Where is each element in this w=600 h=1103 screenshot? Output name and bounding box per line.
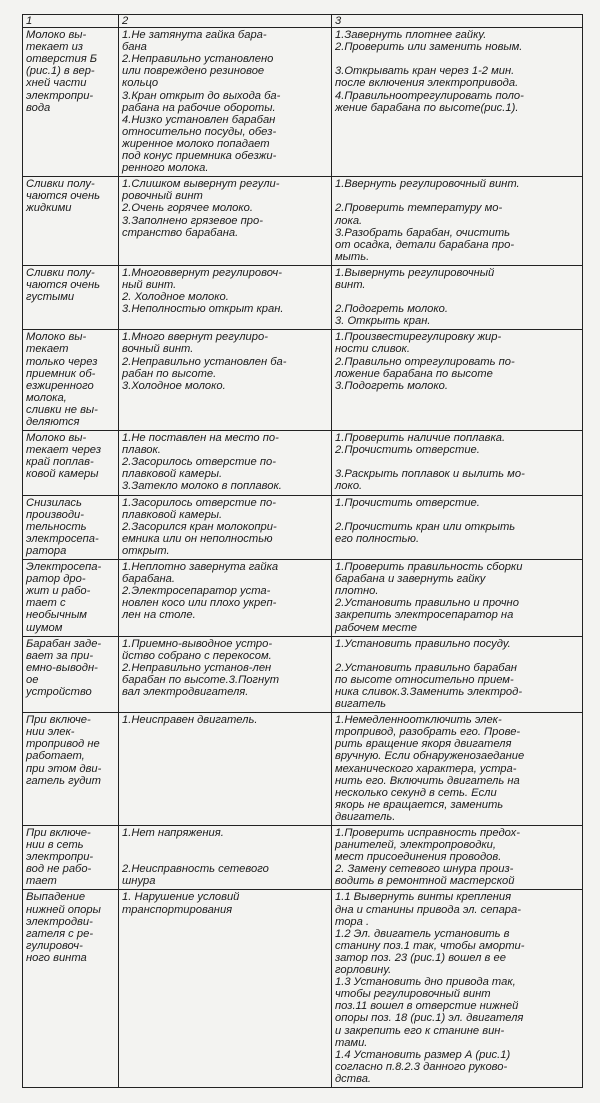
table-row (23, 431, 583, 495)
header-row (23, 15, 583, 28)
table-row (23, 265, 583, 329)
problem-cell: Молоко вы- текает из отверстия Б (рис.1) в вер- хней части электропри- вода (23, 28, 119, 177)
problem-cell: Сливки полу- чаются очень густыми (23, 265, 119, 329)
remedy-cell: 1.Проверить наличие поплавка. 2.Прочистить отверстие. 3.Раскрыть поплавок и вылить мо- локо. (332, 431, 583, 495)
cause-cell: 1. Нарушение условий транспортирования (119, 890, 332, 1088)
problem-cell: Сливки полу- чаются очень жидкими (23, 177, 119, 266)
table-row (23, 177, 583, 266)
cause-cell: 1.Многоввернут регулировоч- ный винт. 2. Холодное молоко. 3.Неполностью открыт кран. (119, 265, 332, 329)
problem-cell: Молоко вы- текает только через приемник об- езжиренного молока, сливки не вы- деляются (23, 330, 119, 431)
cause-cell: 1.Неплотно завернута гайка барабана. 2.Электросепаратор уста- новлен косо или плохо укреп- лен на столе. (119, 560, 332, 637)
remedy-cell: 1.Ввернуть регулировочный винт. 2.Проверить температуру мо- лока. 3.Разобрать барабан, очистить от осадка, детали барабана про- мыть. (332, 177, 583, 266)
table-row (23, 495, 583, 559)
problem-cell: При включе- нии в сеть электропри- вод не рабо- тает (23, 826, 119, 890)
problem-cell: Молоко вы- текает через край поплав- ковой камеры (23, 431, 119, 495)
remedy-cell: 1.Прочистить отверстие. 2.Прочистить кран или открыть его полностью. (332, 495, 583, 559)
table-row (23, 330, 583, 431)
table-row (23, 28, 583, 177)
remedy-cell: 1.Проверить правильность сборки барабана и завернуть гайку плотно. 2.Установить правильно и прочно закрепить электросепаратор на рабочем месте (332, 560, 583, 637)
table-body (23, 15, 583, 1088)
table-row (23, 890, 583, 1088)
table-row (23, 636, 583, 713)
cause-cell: 1.Приемно-выводное устро- йство собрано с перекосом. 2.Неправильно установ-лен барабан по высоте.3.Погнут вал электродвигателя. (119, 636, 332, 713)
problem-cell: Выпадение нижней опоры электродви- гателя с ре- гулировоч- ного винта (23, 890, 119, 1088)
remedy-cell: 1.Произвестирегулировку жир- ности сливок. 2.Правильно отрегулировать по- ложение барабана по высоте 3.Подогреть молоко. (332, 330, 583, 431)
cause-cell: 1.Нет напряжения. 2.Неисправность сетевого шнура (119, 826, 332, 890)
problem-cell: Электросепа- ратор дро- жит и рабо- тает с необычным шумом (23, 560, 119, 637)
problem-cell: Снизилась производи- тельность электросепа- ратора (23, 495, 119, 559)
table-row (23, 713, 583, 826)
cause-cell: 1.Не затянута гайка бара- бана 2.Неправильно установлено или повреждено резиновое кольцо 3.Кран открыт до выхода ба- рабана на рабочие обороты. 4.Низко установлен барабан относительно посуды, обез- жиренное молоко попадает под конус приемника обезжи- ренного молока. (119, 28, 332, 177)
table-row (23, 826, 583, 890)
remedy-cell: 1.Установить правильно посуду. 2.Установить правильно барабан по высоте относительно прием- ника сливок.3.Заменить электрод- вигатель (332, 636, 583, 713)
remedy-cell: 1.Немедленноотключить элек- тропривод, разобрать его. Прове- рить вращение якоря двигателя вручную. Если обнаруженозаедание механического характера, устра- нить его. Включить двигатель на несколько секунд в сеть. Если якорь не вращается, заменить двигатель. (332, 713, 583, 826)
table-row (23, 560, 583, 637)
cause-cell: 1.Слишком вывернут регули- ровочный винт 2.Очень горячее молоко. 3.Заполнено грязевое про- странство барабана. (119, 177, 332, 266)
cause-cell: 1.Неисправен двигатель. (119, 713, 332, 826)
remedy-cell: 1.Проверить исправность предох- ранителей, электропроводки, мест присоединения проводов. 2. Замену сетевого шнура произ- водить в ремонтной мастерской (332, 826, 583, 890)
problem-cell: Барабан заде- вает за при- емно-выводн- ое устройство (23, 636, 119, 713)
troubleshooting-table (22, 14, 583, 1088)
header-cell-problem: 1 (23, 15, 119, 28)
header-cell-remedy: 3 (332, 15, 583, 28)
header-cell-cause: 2 (119, 15, 332, 28)
cause-cell: 1.Много ввернут регулиро- вочный винт. 2.Неправильно установлен ба- рабан по высоте. 3.Холодное молоко. (119, 330, 332, 431)
cause-cell: 1.Засорилось отверстие по- плавковой камеры. 2.Засорился кран молокопри- емника или он неполностью открыт. (119, 495, 332, 559)
problem-cell: При включе- нии элек- тропривод не работает, при этом дви- гатель гудит (23, 713, 119, 826)
remedy-cell: 1.1 Вывернуть винты крепления дна и станины привода эл. сепара- тора . 1.2 Эл. двигатель установить в станину поз.1 так, чтобы аморти- затор поз. 23 (рис.1) вошел в ее горловину. 1.3 Установить дно привода так, чтобы регулировочный винт поз.11 вошел в отверстие нижней опоры поз. 18 (рис.1) эл. двигателя и закрепить его к станине вин- тами. 1.4 Установить размер А (рис.1) согласно п.8.2.3 данного руково- дства. (332, 890, 583, 1088)
remedy-cell: 1.Завернуть плотнее гайку. 2.Проверить или заменить новым. 3.Открывать кран через 1-2 мин. после включения электропривода. 4.Правильноотрегулировать поло- жение барабана по высоте(рис.1). (332, 28, 583, 177)
cause-cell: 1.Не поставлен на место по- плавок. 2.Засорилось отверстие по- плавковой камеры. 3.Затекло молоко в поплавок. (119, 431, 332, 495)
remedy-cell: 1.Вывернуть регулировочный винт. 2.Подогреть молоко. 3. Открыть кран. (332, 265, 583, 329)
